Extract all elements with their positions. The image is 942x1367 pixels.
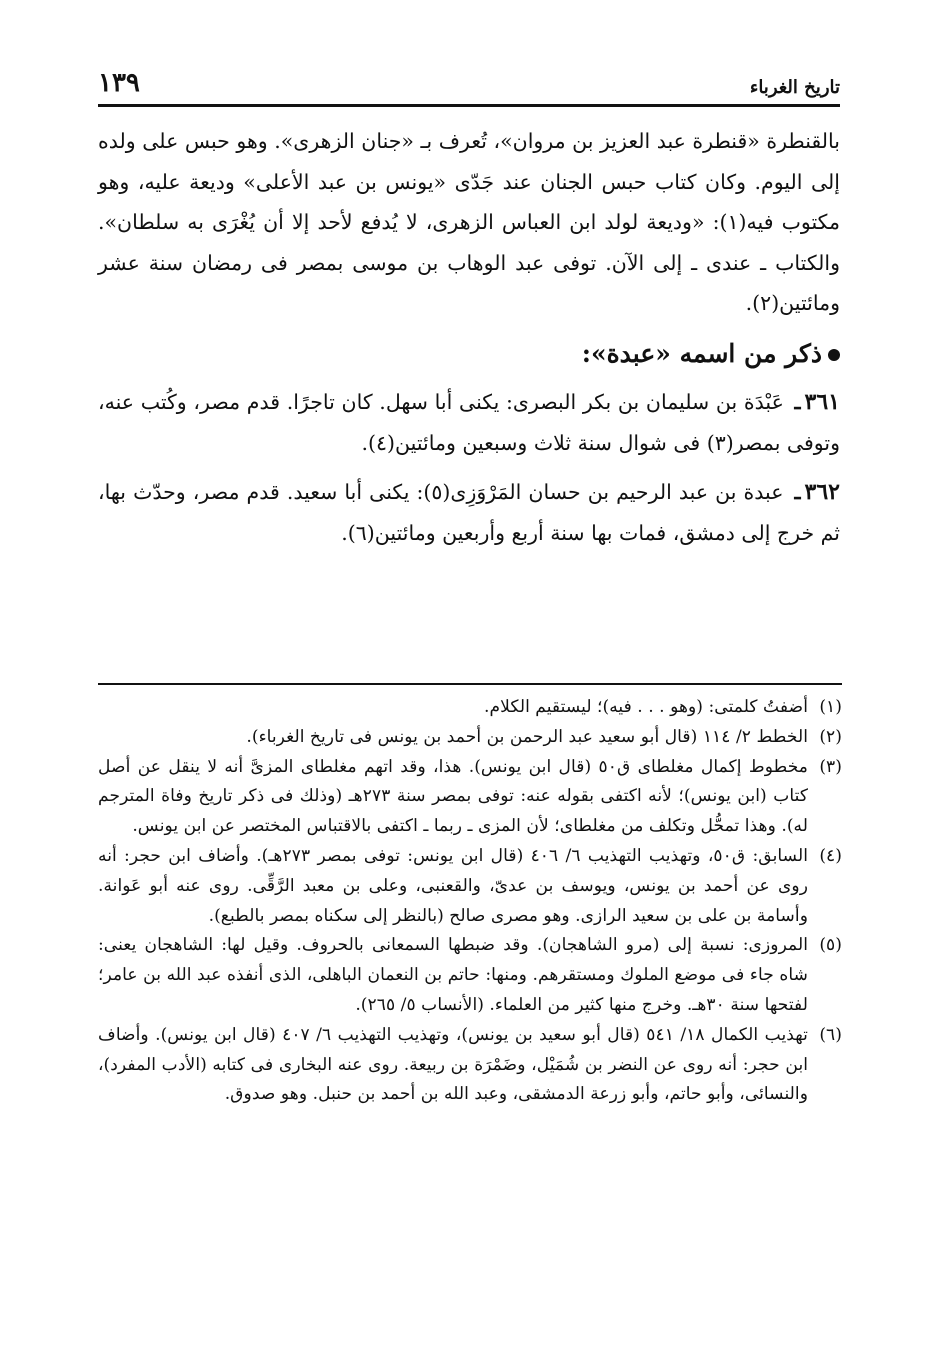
footnotes-section	[98, 693, 842, 1110]
entry-dash: ـ	[794, 479, 801, 504]
footnote-text: السابق: ق٥٠، وتهذيب التهذيب ٦/ ٤٠٦ (قال ابن يونس: توفى بمصر ٢٧٣هـ). وأضاف ابن حجر: أنه روى عن أحمد بن يونس، ويوسف بن عدىّ، والقعنبى، وعلى بن معبد الرَّقِّى. روى عنه أبو عَوانة. وأسامة بن على بن سعيد الرازى. وهو مصرى صالح (بالنظر إلى سكناه بمصر بالطبع).	[98, 845, 808, 926]
section-heading-text: ذكر من اسمه «عبدة»:	[581, 338, 822, 368]
entry-text: عبدة بن عبد الرحيم بن حسان المَرْوَزِى(٥): يكنى أبا سعيد. قدم مصر، وحدّث بها، ثم خرج إلى دمشق، فمات بها سنة أربع وأربعين ومائتين(٦).	[98, 479, 840, 545]
footnote-number: (٢)	[819, 726, 842, 747]
running-title: تاريخ الغرباء	[749, 77, 840, 98]
footnote	[98, 723, 842, 753]
footnote	[98, 693, 842, 723]
book-page	[98, 66, 840, 554]
footnote	[98, 1021, 842, 1110]
entry-number: ٣٦٢	[804, 478, 840, 505]
footnote-text: تهذيب الكمال ١٨/ ٥٤١ (قال أبو سعيد بن يونس)، وتهذيب التهذيب ٦/ ٤٠٧ (قال ابن يونس). وأضاف ابن حجر: أنه روى عن النضر بن شُمَيْل، وضَمْرَة بن ربيعة. روى عنه البخارى فى كتابه (الأدب المفرد)، والنسائى، وأبو حاتم، وأبو زرعة الدمشقى، وعبد الله بن أحمد بن حنبل. وهو صدوق.	[98, 1024, 808, 1105]
footnote-text: المروزى: نسبة إلى (مرو الشاهجان). وقد ضبطها السمعانى بالحروف. وقيل لها: الشاهجان يعنى: شاه جاء فى موضع الملوك ومستقرهم. ومنها: حاتم بن النعمان الباهلى، الذى أنفذه عبد الله بن عامر؛ لفتحها سنة ٣٠هـ. وخرج منها كثير من العلماء. (الأنساب ٥/ ٢٦٥).	[98, 935, 808, 1015]
section-heading	[98, 334, 840, 374]
page-header	[98, 66, 840, 107]
biography-entry	[98, 472, 840, 554]
bullet-icon	[828, 349, 840, 361]
footnote-text: الخطط ٢/ ١١٤ (قال أبو سعيد عبد الرحمن بن أحمد بن يونس فى تاريخ الغرباء).	[246, 726, 808, 747]
entry-number: ٣٦١	[804, 388, 840, 415]
footnote-number: (٦)	[819, 1024, 842, 1045]
footnote-number: (٤)	[819, 845, 842, 866]
footnote-text: أضفتُ كلمتى: (وهو . . . فيه)؛ ليستقيم الكلام.	[483, 697, 808, 717]
footnote	[98, 931, 842, 1020]
footnote-number: (١)	[819, 697, 842, 717]
body-paragraph: بالقنطرة «قنطرة عبد العزيز بن مروان»، تُعرف بـ «جنان الزهرى». وهو حبس على ولده إلى اليوم. وكان كتاب حبس الجنان عند جَدّى «يونس بن عبد الأعلى» وديعة عليه، وهو مكتوب فيه(١): «وديعة لولد ابن العباس الزهرى، لا يُدفع لأحد إلا أن يُغْرَى به سلطان». والكتاب ـ عندى ـ إلى الآن. توفى عبد الوهاب بن موسى بمصر فى رمضان سنة عشر ومائتين(٢).	[98, 129, 840, 315]
page-number: ١٣٩	[98, 68, 140, 98]
footnote-text: مخطوط إكمال مغلطاى ق٥٠ (قال ابن يونس). هذا، وقد اتهم مغلطاى المزىَّ أنه لا ينقل عن أصل كتاب (ابن يونس)؛ لأنه اكتفى بقوله عنه: توفى بمصر سنة ٢٧٣هـ (وذلك فى ذكر تاريخ وفاة المترجم له). وهذا تمحُّل وتكلف من مغلطاى؛ لأن المزى ـ ربما ـ اكتفى بالاقتباس المختصر عن ابن يونس.	[98, 756, 809, 837]
footnote-divider	[98, 683, 842, 685]
entry-dash: ـ	[794, 389, 801, 414]
footnote	[98, 842, 842, 931]
footnote	[98, 753, 842, 842]
footnote-number: (٣)	[819, 756, 842, 777]
entry-text: عَبْدَة بن سليمان بن بكر البصرى: يكنى أبا سهل. كان تاجرًا. قدم مصر، وكُتب عنه، وتوفى بمصر(٣) فى شوال سنة ثلاث وسبعين ومائتين(٤).	[98, 389, 840, 455]
biography-entry	[98, 382, 840, 464]
footnote-number: (٥)	[819, 935, 842, 956]
